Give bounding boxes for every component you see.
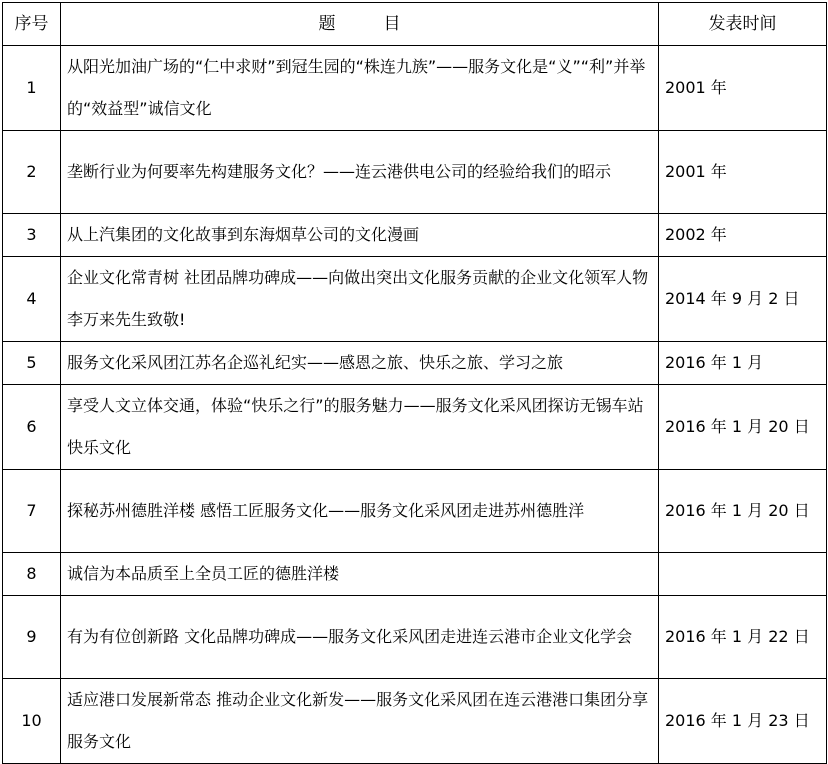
row-date: 2016 年 1 月 23 日	[659, 679, 827, 764]
row-index: 6	[3, 385, 61, 470]
row-date: 2016 年 1 月	[659, 342, 827, 385]
row-date: 2001 年	[659, 46, 827, 131]
row-index: 7	[3, 470, 61, 553]
table-row	[3, 131, 827, 214]
row-date: 2016 年 1 月 22 日	[659, 596, 827, 679]
row-title: 诚信为本品质至上全员工匠的德胜洋楼	[61, 553, 659, 596]
row-index: 9	[3, 596, 61, 679]
row-date: 2014 年 9 月 2 日	[659, 257, 827, 342]
table-row	[3, 342, 827, 385]
table-row	[3, 470, 827, 553]
row-index: 2	[3, 131, 61, 214]
table-row	[3, 214, 827, 257]
row-title: 享受人文立体交通，体验“快乐之行”的服务魅力——服务文化采风团探访无锡车站快乐文化	[61, 385, 659, 470]
row-date: 2001 年	[659, 131, 827, 214]
row-index: 4	[3, 257, 61, 342]
header-title-part-a: 题	[318, 14, 336, 34]
header-date: 发表时间	[659, 3, 827, 46]
row-title: 适应港口发展新常态 推动企业文化新发——服务文化采风团在连云港港口集团分享服务文化	[61, 679, 659, 764]
header-title-part-b: 目	[383, 14, 401, 34]
row-date: 2016 年 1 月 20 日	[659, 470, 827, 553]
row-title: 从上汽集团的文化故事到东海烟草公司的文化漫画	[61, 214, 659, 257]
row-index: 1	[3, 46, 61, 131]
row-index: 8	[3, 553, 61, 596]
row-date: 2002 年	[659, 214, 827, 257]
header-title	[61, 3, 659, 46]
row-date: 2016 年 1 月 20 日	[659, 385, 827, 470]
row-index: 10	[3, 679, 61, 764]
table-row	[3, 679, 827, 764]
articles-table	[2, 2, 827, 764]
row-index: 5	[3, 342, 61, 385]
row-index: 3	[3, 214, 61, 257]
table-row	[3, 257, 827, 342]
row-title: 服务文化采风团江苏名企巡礼纪实——感恩之旅、快乐之旅、学习之旅	[61, 342, 659, 385]
row-date	[659, 553, 827, 596]
table-row	[3, 385, 827, 470]
row-title: 从阳光加油广场的“仁中求财”到冠生园的“株连九族”——服务文化是“义”“利”并举的“效益型”诚信文化	[61, 46, 659, 131]
row-title: 探秘苏州德胜洋楼 感悟工匠服务文化——服务文化采风团走进苏州德胜洋	[61, 470, 659, 553]
table-row	[3, 596, 827, 679]
table-row	[3, 553, 827, 596]
table-row	[3, 46, 827, 131]
row-title: 企业文化常青树 社团品牌功碑成——向做出突出文化服务贡献的企业文化领军人物李万来先生致敬!	[61, 257, 659, 342]
header-row	[3, 3, 827, 46]
row-title: 有为有位创新路 文化品牌功碑成——服务文化采风团走进连云港市企业文化学会	[61, 596, 659, 679]
header-index: 序号	[3, 3, 61, 46]
row-title: 垄断行业为何要率先构建服务文化？——连云港供电公司的经验给我们的昭示	[61, 131, 659, 214]
